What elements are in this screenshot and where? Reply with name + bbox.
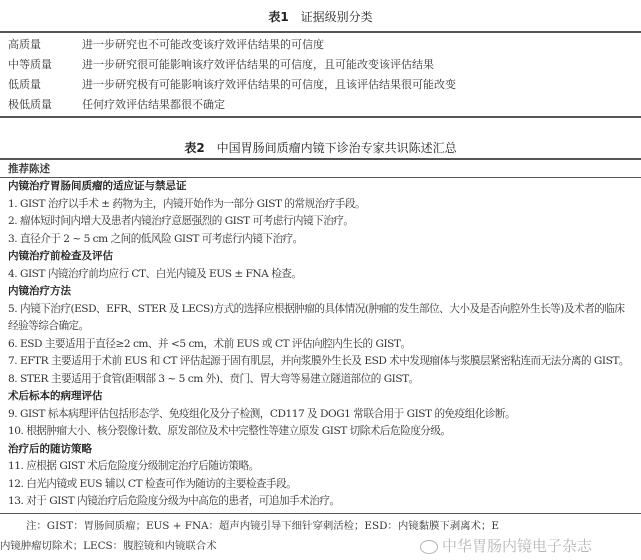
section-heading: 术后标本的病理评估 [8, 390, 103, 402]
table1-title [0, 8, 641, 25]
section-heading: 内镜治疗胃肠间质瘤的适应证与禁忌证 [8, 180, 187, 192]
watermark-text: 中华胃肠内镜电子杂志 [442, 537, 593, 555]
footnote-line: 内镜肿瘤切除术；LECS：腹腔镜和内镜联合术 [0, 540, 217, 552]
table2-header: 推荐陈述 [8, 163, 50, 175]
table1-row [8, 95, 225, 115]
evidence-level: 中等质量 [8, 58, 52, 71]
table1-row [8, 55, 434, 75]
watermark [420, 536, 592, 556]
table1-top-rule [0, 31, 641, 33]
table1-label: 表1 [268, 10, 289, 24]
table1-row [8, 35, 324, 55]
section-heading: 治疗后的随访策略 [8, 442, 92, 455]
evidence-level: 低质量 [8, 78, 41, 91]
evidence-level: 高质量 [8, 38, 41, 51]
table2-body [8, 160, 638, 511]
recommendation-statement: 10. 根据肿瘤大小、核分裂像计数、原发部位及术中完整性等建立原发 GIST 切除术后危险度分级。 [8, 425, 451, 437]
recommendation-statement: 5. 内镜下治疗(ESD、EFR、STER 及 LECS)方式的选择应根据肿瘤的具体情况(肿瘤的发生部位、大小及是否向腔外生长等)及术者的临床 [8, 302, 625, 315]
recommendation-statement: 3. 直径介于 2 ~ 5 cm 之间的低风险 GIST 可考虑行内镜下治疗。 [8, 232, 303, 245]
recommendation-statement: 9. GIST 标本病理评估包括形态学、免疫组化及分子检测，CD117 及 DOG1 常联合用于 GIST 的免疫组化诊断。 [8, 407, 516, 420]
recommendation-statement: 8. STER 主要适用于食管(距咽部 3 ~ 5 cm 外)、贲门、胃大弯等易建立隧道部位的 GIST。 [8, 372, 419, 385]
evidence-level: 极低质量 [8, 98, 52, 111]
evidence-description: 进一步研究很可能影响该疗效评估结果的可信度，且可能改变该评估结果 [82, 58, 434, 71]
evidence-description: 任何疗效评估结果都很不确定 [82, 98, 225, 111]
evidence-description: 进一步研究极有可能影响该疗效评估结果的可信度，且该评估结果很可能改变 [82, 78, 456, 91]
table2-bottom-rule [0, 513, 641, 514]
table1-bottom-rule [0, 116, 641, 118]
section-heading: 内镜治疗前检查及评估 [8, 250, 113, 262]
footnote-line: 注：GIST：胃肠间质瘤；EUS + FNA：超声内镜引导下细针穿刺活检；ESD：内镜黏膜下剥离术；E [26, 520, 499, 532]
table2-header-rule [0, 177, 641, 178]
recommendation-statement: 7. EFTR 主要适用于术前 EUS 和 CT 评估起源于固有肌层，并向浆膜外生长及 ESD 术中发现瘤体与浆膜层紧密粘连而无法分离的 GIST。 [8, 355, 629, 367]
recommendation-statement: 12. 白光内镜或 EUS 辅以 CT 检查可作为随访的主要检查手段。 [8, 477, 297, 490]
table1-row [8, 75, 456, 95]
section-heading: 内镜治疗方法 [8, 285, 71, 297]
recommendation-statement: 4. GIST 内镜治疗前均应行 CT、白光内镜及 EUS ± FNA 检查。 [8, 267, 302, 280]
recommendation-statement: 13. 对于 GIST 内镜治疗后危险度分级为中高危的患者，可追加手术治疗。 [8, 495, 340, 507]
recommendation-statement: 6. ESD 主要适用于直径≥2 cm、并 <5 cm，术前 EUS 或 CT 评估向腔内生长的 GIST。 [8, 337, 411, 350]
evidence-description: 进一步研究也不可能改变该疗效评估结果的可信度 [82, 38, 324, 51]
recommendation-statement: 经验等综合确定。 [8, 320, 89, 332]
recommendation-statement: 2. 瘤体短时间内增大及患者内镜治疗意愿强烈的 GIST 可考虑行内镜下治疗。 [8, 215, 354, 227]
table1-title-text: 证据级别分类 [300, 10, 373, 24]
wechat-icon [420, 540, 438, 554]
recommendation-statement: 1. GIST 治疗以手术 ± 药物为主，内镜开始作为一部分 GIST 的常规治疗手段。 [8, 197, 366, 210]
table2-label: 表2 [184, 141, 205, 155]
table2-title [0, 139, 641, 156]
recommendation-statement: 11. 应根据 GIST 术后危险度分级制定治疗后随访策略。 [8, 460, 259, 472]
table2-title-text: 中国胃肠间质瘤内镜下诊治专家共识陈述汇总 [216, 141, 457, 155]
